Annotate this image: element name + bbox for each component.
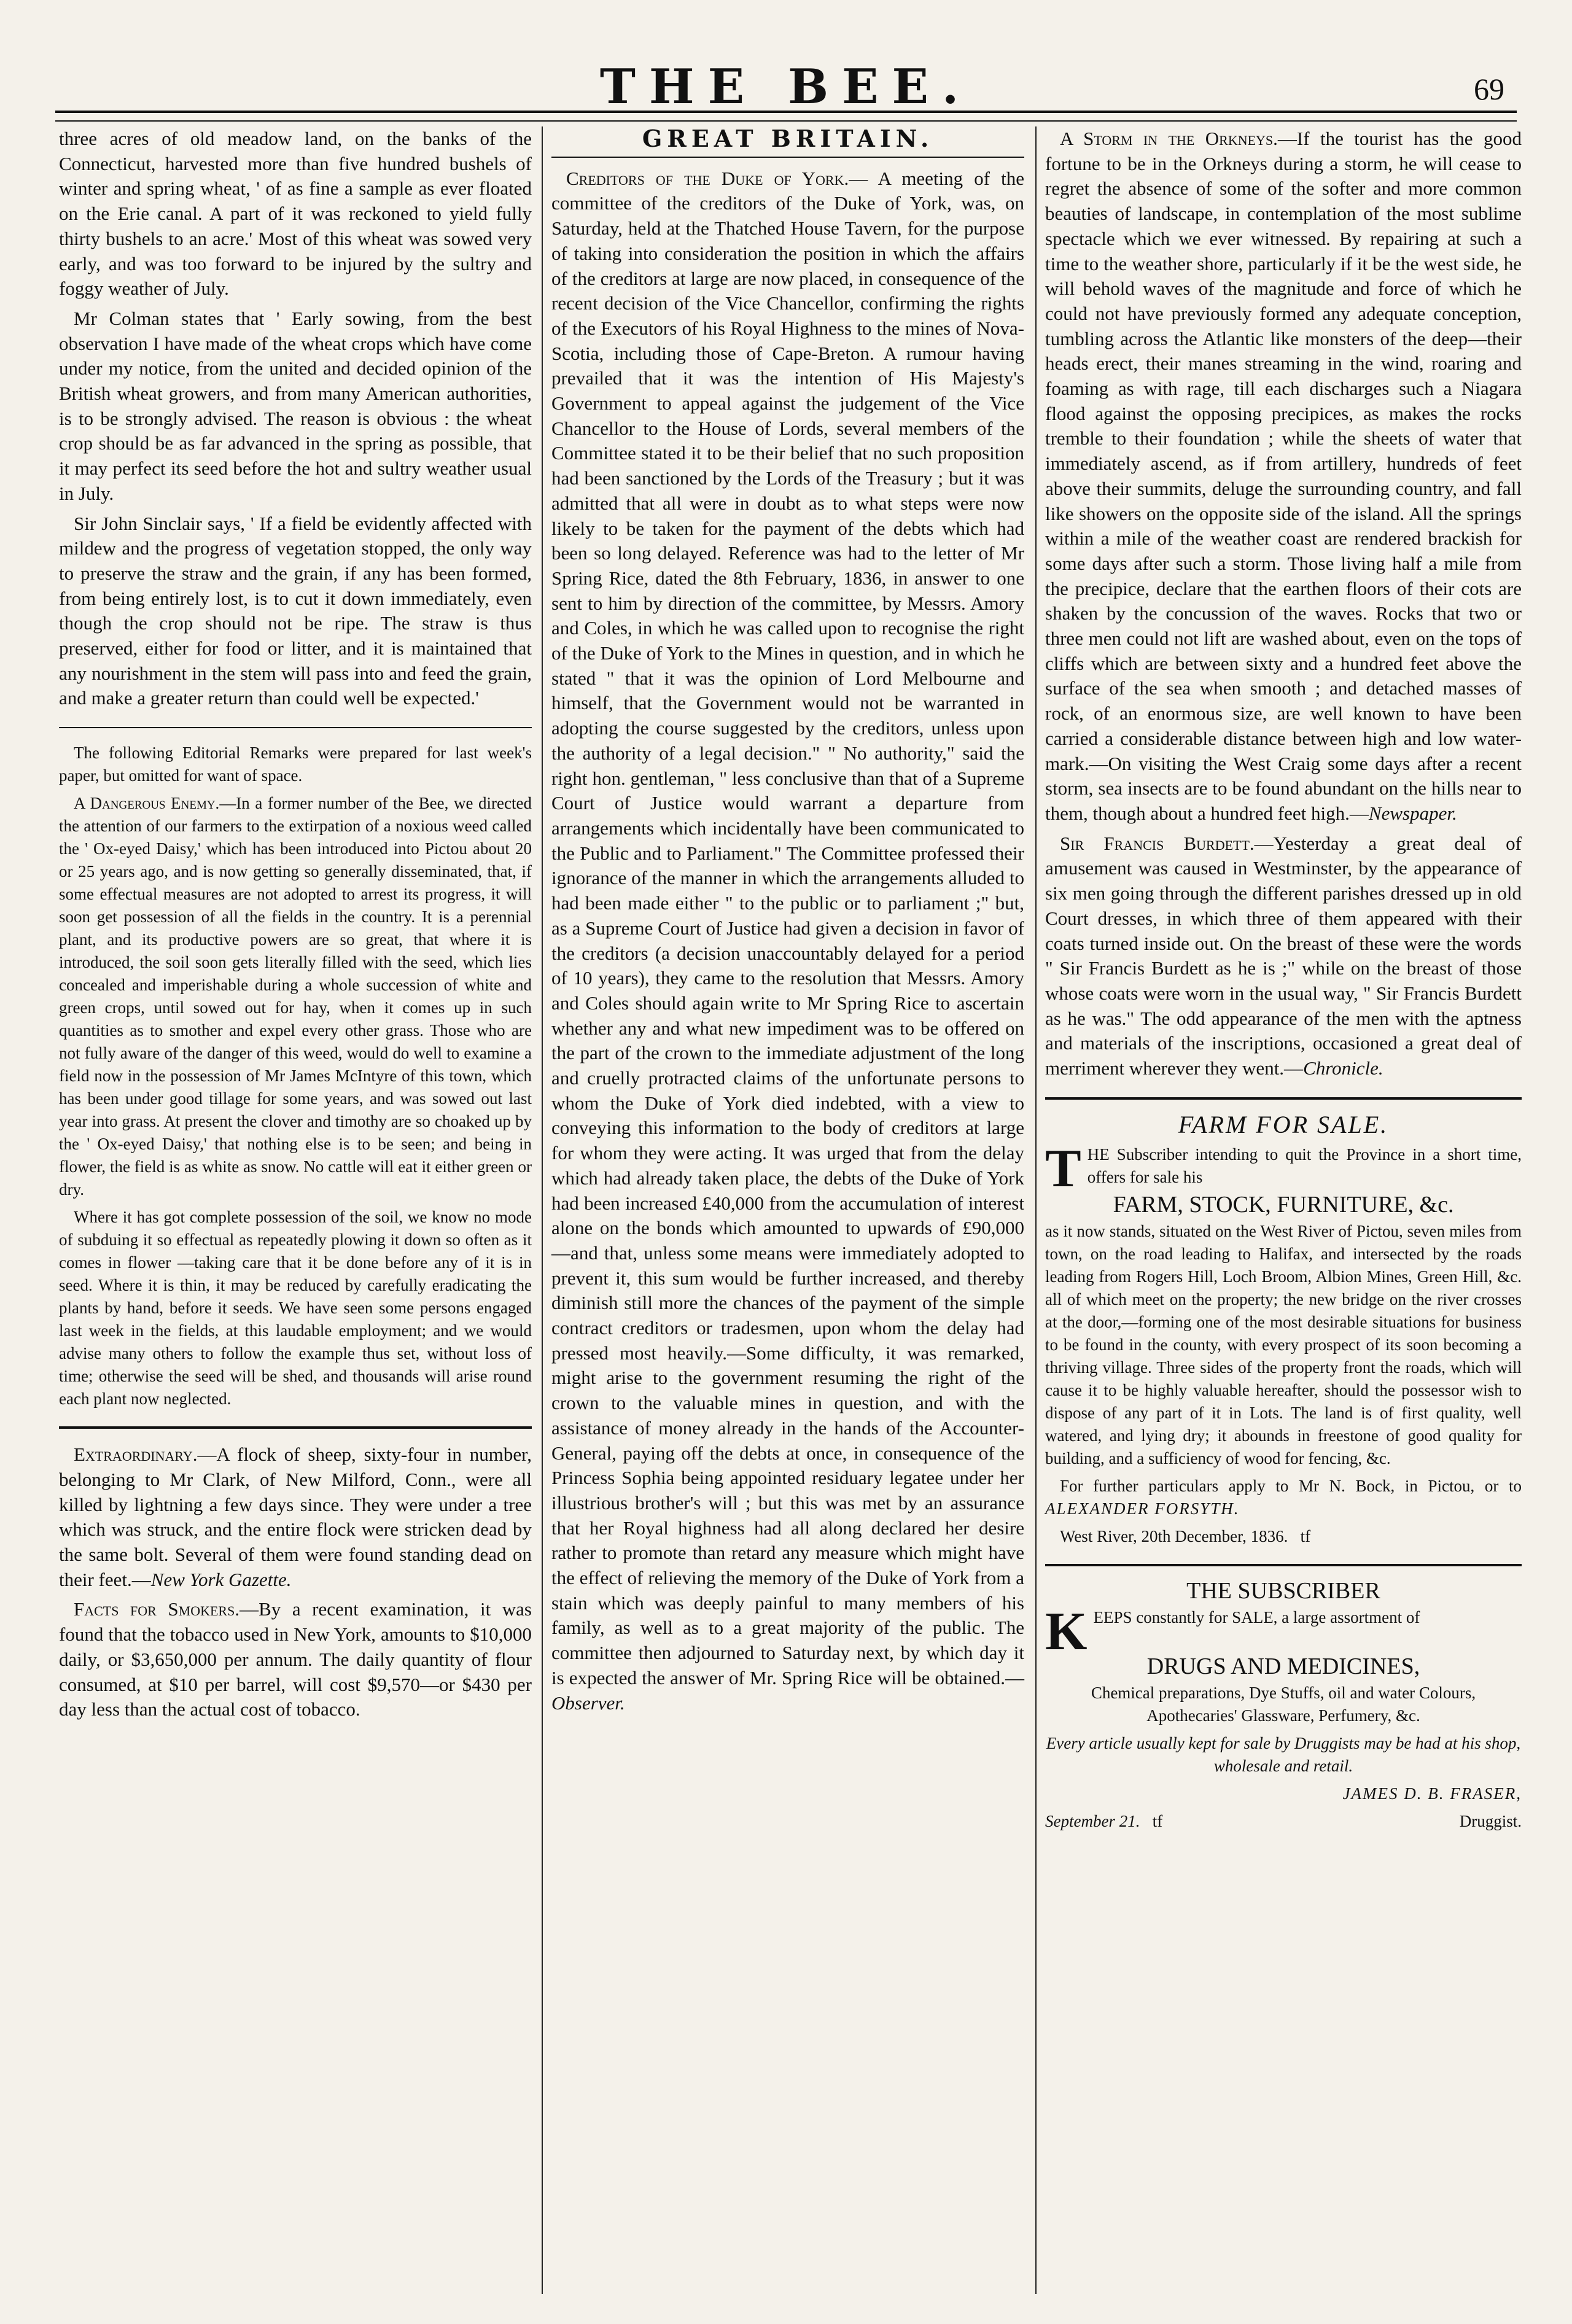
advert-title: FARM FOR SALE. — [1178, 1110, 1389, 1138]
advert-dateline — [1045, 1810, 1522, 1833]
advert-contact — [1045, 1475, 1522, 1520]
masthead-rule — [55, 111, 1517, 122]
article-heading: Extraordinary. — [74, 1444, 198, 1466]
section-divider — [59, 1426, 532, 1429]
advert-farm — [1045, 1110, 1522, 1548]
article-heading: A Storm in the Orkneys. — [1060, 128, 1278, 149]
advert-body: as it now stands, situated on the West River of Pictou, seven miles from town, on the road leading to Halifax, and intersected by the roads leading from Rogers Hill, Loch Broom, Albion Mines, Green Hill, &c. all of which meet on the property; the new bridge on the river crosses at the door,—forming one of the most desirable situations for business to be found in the county, with every prospect of its soon becoming a thriving village. Three sides of the property front the roads, which will cause it to be highly valuable hereafter, should the possessor wish to dispose of any part of it in Lots. The land is of first quality, well watered, and lying dry; it abounds in freestone of good quality for building, and a sufficiency of wood for fencing, &c. — [1045, 1221, 1522, 1467]
advert-dateline — [1045, 1525, 1522, 1548]
section-divider — [1045, 1097, 1522, 1100]
article-heading: Sir Francis Burdett. — [1060, 832, 1255, 854]
advert-signer-name: JAMES D. B. FRASER, — [1342, 1784, 1522, 1803]
article-burdett — [1045, 831, 1522, 1081]
article-creditors — [551, 166, 1024, 1716]
advert-note — [1045, 1732, 1522, 1778]
article-dangerous-enemy — [59, 792, 532, 1201]
advert-intro — [1045, 1138, 1522, 1199]
column-middle — [551, 126, 1024, 1720]
drop-cap: K — [1045, 1601, 1088, 1661]
article-storm — [1045, 126, 1522, 826]
article-heading: A Dangerous Enemy. — [74, 794, 220, 813]
article-body: —In a former number of the Bee, we directed the attention of our farmers to the extirpation of a noxious weed called the ' Ox-eyed Daisy,' which has been introduced into Pictou about 20 or 25 years ago, and is now getting so generally disseminated, that, if some effectual measures are not adopted to arrest its progress, it will soon get possession of all the fields in the country. It is a perennial plant, and its productive powers are so great, that where it is introduced, the soil soon gets literally filled with the seed, which lies concealed and imperishable during a whole succession of white and green crops, until sowed out for hay, when it comes up in such quantities as to smother and expel every other grass. Those who are not fully aware of the danger of this weed, would do well to examine a field now in the possession of Mr James McIntyre of this town, which has been under good tillage for some years, and was sowed out last year into grass. At present the clover and timothy are so choaked up by the ' Ox-eyed Daisy,' that nothing else is to be seen; and being in flower, the field is as white as snow. No cattle will eat it either green or dry. — [59, 794, 532, 1199]
article-smokers — [59, 1597, 532, 1722]
section-divider — [59, 727, 532, 728]
advert-intro-text: EEPS constantly for SALE, a large assortment of — [1093, 1607, 1420, 1626]
column-left — [59, 126, 532, 1727]
advert-intro — [1045, 1601, 1522, 1661]
advert-title: THE SUBSCRIBER — [1186, 1577, 1380, 1604]
article-body: —If the tourist has the good fortune to be in the Orkneys during a storm, he will cease to regret the absence of some of the softer and more common beauties of landscape, in contemplation of the most sublime spectacle which we ever witnessed. By repairing at such a time to the weather shore, particularly if it be the west side, he will behold waves of the magnitude and force of which he could not have previously formed any adequate conception, tumbling across the Atlantic like monsters of the deep—their heads erect, their manes streaming in the wind, roaring and foaming as with rage, till each discharges such a Niagara flood against the opposing precipices, as makes the rocks tremble to their foundation ; while the sheets of water that immediately ascend, as if from artillery, hundreds of feet above their summits, deluge the surrounding country, and fall like showers on the opposite side of the island. All the springs within a mile of the weather coast are rendered brackish for some days after such a storm. Those living half a mile from the precipice, declare that the earthen floors of their cots are shaken by the concussion of the waves. Rocks that two or three men could not lift are washed about, even on the tops of cliffs which are between sixty and a hundred feet above the surface of the sea when smooth ; and detached masses of rock, of an enormous size, are well known to have been carried a considerable distance between high and low water-mark.—On visiting the West Craig some days after a recent storm, sea insects are to be found abundant on the hills near to them, though about a hundred feet high.— — [1045, 128, 1522, 824]
advert-contact-text: For further particulars apply to Mr N. Bock, in Pictou, or to — [1060, 1476, 1522, 1495]
advert-headline: FARM, STOCK, FURNITURE, &c. — [1113, 1191, 1454, 1218]
advert-drugs — [1045, 1577, 1522, 1833]
article-source: Chronicle. — [1303, 1057, 1383, 1079]
article-extraordinary — [59, 1442, 532, 1592]
column-right — [1045, 126, 1522, 1838]
column-divider — [1035, 126, 1037, 2294]
article-paragraph: Where it has got complete possession of the soil, we know no mode of subduing it so effectual as repeatedly plowing it down so often as it comes in flower —taking care that it be done before any of it is in seed. Where it is thin, it may be reduced by carefully eradicating the plants by hand, before it seeds. We have seen some persons engaged last week in the fields, at this laudable employment; and we would advise many others to follow the example thus set, without loss of time; otherwise the seed will be shed, and thousands will arise round each plant now neglected. — [59, 1208, 532, 1409]
advert-signer — [1045, 1782, 1522, 1805]
article-source: Observer. — [551, 1692, 625, 1714]
masthead-title: THE BEE. — [599, 59, 973, 115]
article-body: —Yesterday a great deal of amusement was caused in Westminster, by the appearance of six men going through the different parishes dressed up in old Court dresses, in which three of them appeared with their coats turned inside out. On the breast of these were the words " Sir Francis Burdett as he is ;" while on the breast of those whose coats were worn in the usual way, " Sir Francis Burdett as he was." The odd appearance of the men with the aptness and materials of the inscriptions, occasioned a great deal of merriment wherever they went.— — [1045, 832, 1522, 1079]
article-body: — A meeting of the committee of the creditors of the Duke of York, was, on Saturday, held at the Thatched House Tavern, for the purpose of taking into consideration the position in which the affairs of the creditors at large are now placed, in consequence of the recent decision of the Vice Chancellor, confirming the rights of the Executors of his Royal Highness to the mines of Nova-Scotia, including those of Cape-Breton. A rumour having prevailed that it was the intention of His Majesty's Government to appeal against the judgement of the Vice Chancellor to the House of Lords, several members of the Committee stated it to be their belief that no such proposition had been sanctioned by the Lords of the Treasury ; but it was admitted that all were in doubt as to what steps were now likely to be taken for the payment of the debts which had been so long delayed. Reference was had to the letter of Mr Spring Rice, dated the 8th February, 1836, in answer to one sent to him by direction of the committee, by Messrs. Amory and Coles, in which he was called upon to recognise the right of the Duke of York to the Mines in question, and in which he stated " that it was the opinion of Lord Melbourne and himself, that the Government would not be warranted in adopting the course suggested by the creditors, unless upon the authority of a legal decision." " No authority," said the right hon. gentleman, " less conclusive than that of a Supreme Court of Justice would warrant a departure from arrangements which incidentally have been communicated to the Public and to Parliament." The Committee professed their ignorance of the manner in which the arrangements alluded to had been made either " to the public or to parliament ;" but, as a Supreme Court of Justice had given a decision in favor of the creditors (a decision unaccountably delayed for a period of 10 years), they came to the resolution that Messrs. Amory and Coles should again write to Mr Spring Rice to ascertain whether any and what new impediment was to be offered on the part of the crown to the immediate adjustment of the long and cruelly protracted claims of the unfortunate persons to whom the Duke of York died indebted, with a view to conveying this information to the body of creditors at large for whom they were acting. It was urged that from the delay which had already taken place, the debts of the Duke of York had been increased £40,000 from the accumulation of interest alone on the bonds which amounted to upwards of £90,000 —and that, unless some means were immediately adopted to prevent it, this sum would be further increased, and thereby diminish still more the chances of the payment of the simple contract creditors or tradesmen, upon whom the delay had pressed most heavily.—Some difficulty, it was remarked, might arise to the government resuming the right of the crown to the valuable mines in question, and with the assistance of money already in the hands of the Accounter-General, paying off the debts at once, in consequence of the Princess Sophia being appointed residuary legatee under her illustrious brother's will ; but this was met by an assurance that her Royal highness had all along declared her desire rather to promote than retard any measure which might have the effect of relieving the memory of the Duke of York from a stain which was deeply painful to many members of his family, as well as to a great majority of the public. The committee then adjourned to Saturday next, by which day it is expected the answer of Mr. Spring Rice will be obtained.— — [551, 167, 1024, 1689]
section-divider — [1045, 1564, 1522, 1566]
article-body: —By a recent examination, it was found that the tobacco used in New York, amounts to $10,000 daily, or $3,650,000 per annum. The daily quantity of flour consumed, at $10 per barrel, will cost $9,570—or $430 per day less than the actual cost of tobacco. — [59, 1598, 532, 1720]
article-body: —A flock of sheep, sixty-four in number, belonging to Mr Clark, of New Milford, Conn., were all killed by lightning a few days since. They were under a tree which was struck, and the entire flock were stricken dead by the same bolt. Several of them were found standing dead on their feet.— — [59, 1444, 532, 1590]
advert-tf-mark: tf — [1300, 1526, 1311, 1545]
advert-intro-text: HE Subscriber intending to quit the Province in a short time, offers for sale his — [1087, 1145, 1522, 1186]
advert-body: Chemical preparations, Dye Stuffs, oil and water Colours, Apothecaries' Glassware, Perfumery, &c. — [1091, 1683, 1476, 1725]
article-heading: Facts for Smokers. — [74, 1598, 240, 1620]
advert-tf-mark: tf — [1152, 1811, 1163, 1830]
article-source: New York Gazette. — [150, 1568, 292, 1590]
column-divider — [542, 126, 543, 2294]
drop-cap: T — [1045, 1138, 1081, 1199]
article-paragraph: three acres of old meadow land, on the banks of the Connecticut, harvested more than five hundred bushels of winter and spring wheat, ' of as fine a sample as ever floated on the Erie canal. A part of it was reckoned to yield fully thirty bushels to an acre.' Most of this wheat was sowed very early, and was too forward to be injured by the sultry and foggy weather of July. — [59, 128, 532, 300]
advert-date: West River, 20th December, 1836. — [1060, 1526, 1288, 1545]
article-heading: Creditors of the Duke of York. — [566, 167, 849, 189]
advert-note-text: Every article usually kept for sale by Druggists may be had at his shop, wholesale and retail. — [1046, 1733, 1521, 1775]
section-title: GREAT BRITAIN. — [551, 126, 1024, 158]
editorial-intro: The following Editorial Remarks were prepared for last week's paper, but omitted for want of space. — [59, 744, 532, 785]
advert-role: Druggist. — [1459, 1811, 1522, 1830]
advert-headline: DRUGS AND MEDICINES, — [1146, 1653, 1420, 1679]
advert-signer: ALEXANDER FORSYTH. — [1045, 1499, 1240, 1518]
article-source: Newspaper. — [1368, 802, 1457, 824]
advert-date: September 21. — [1045, 1811, 1140, 1830]
page-number: 69 — [1474, 72, 1504, 106]
article-paragraph: Mr Colman states that ' Early sowing, from the best observation I have made of the wheat crops which have come under my notice, from the united and decided opinion of the British wheat growers, and from many American authorities, is to be strongly advised. The reason is obvious : the wheat crop should be as far advanced in the spring as possible, that it may perfect its seed before the hot and sultry weather usual in July. — [59, 307, 532, 504]
article-paragraph: Sir John Sinclair says, ' If a field be evidently affected with mildew and the progress of vegetation stopped, the only way to preserve the straw and the grain, if any has been formed, from being entirely lost, is to cut it down immediately, even though the crop should not be ripe. The straw is thus preserved, either for food or litter, and it is maintained that any nourishment in the stem will pass into and feed the grain, and make a greater return than could well be expected.' — [59, 512, 532, 709]
